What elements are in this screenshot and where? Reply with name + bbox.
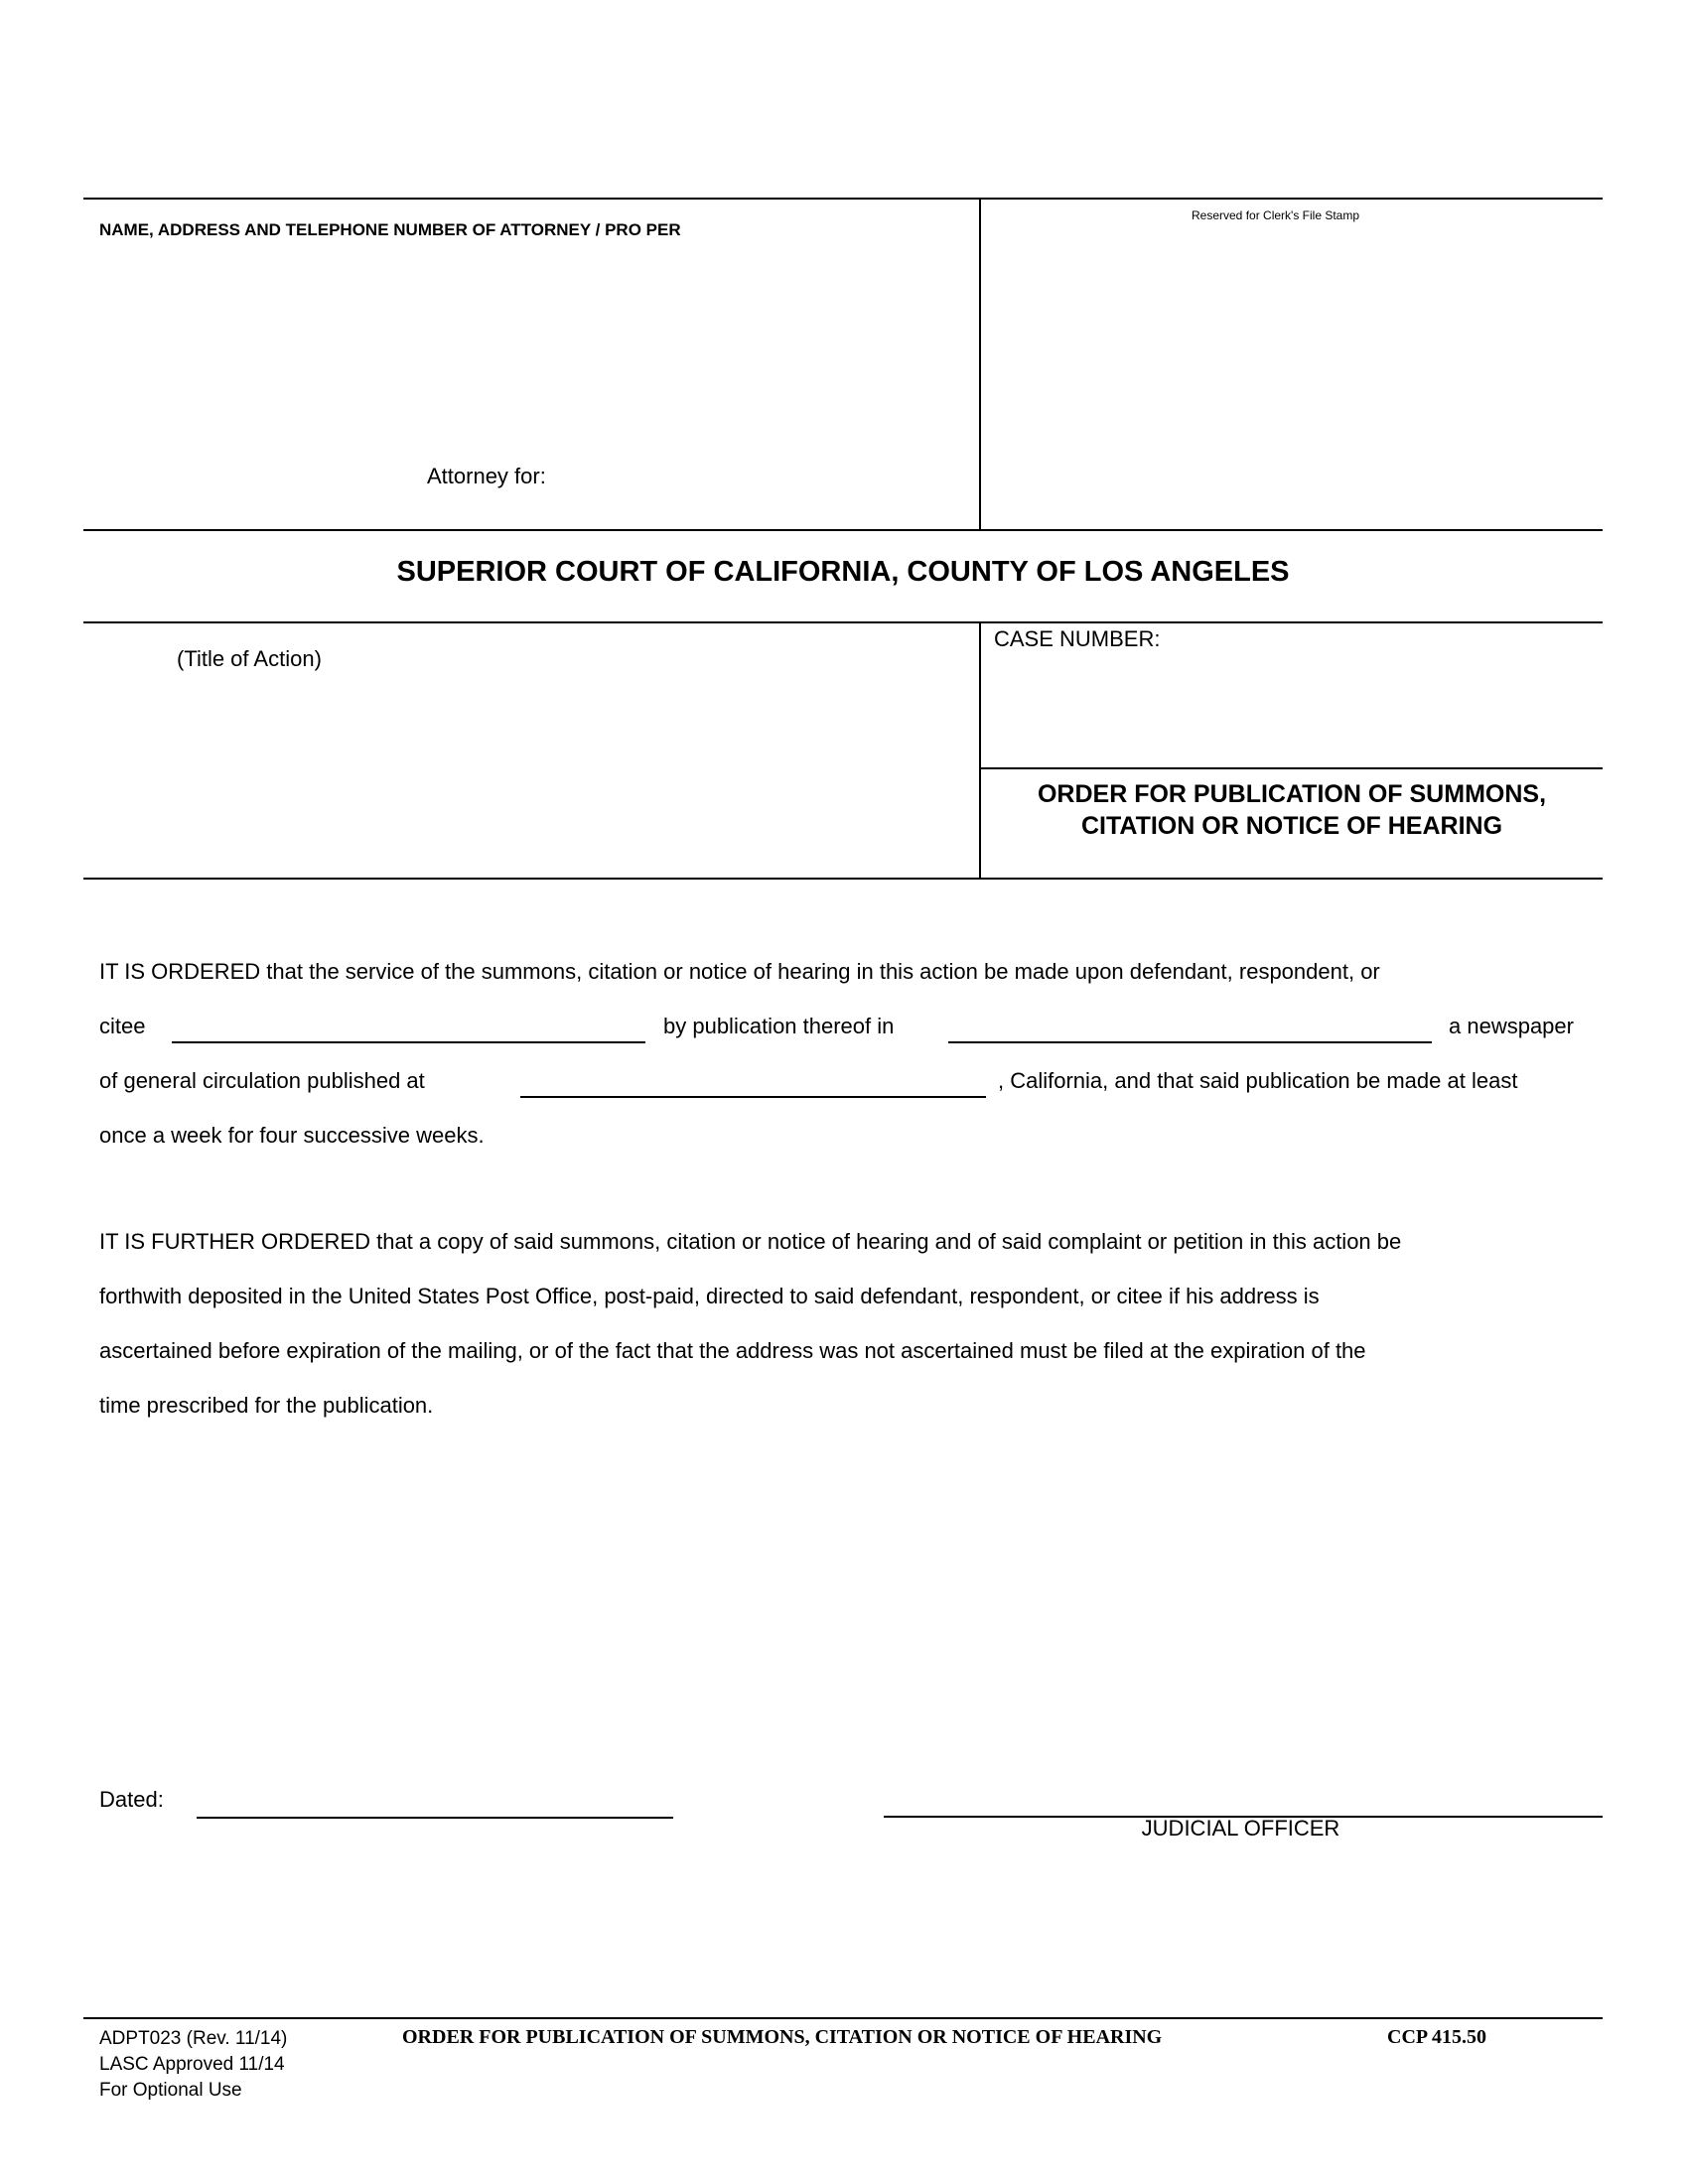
- attorney-for-label: Attorney for:: [427, 464, 546, 488]
- order-para2-line3: ascertained before expiration of the mailing, or of the fact that the address was not ascertained must be filed at the expiration of the: [99, 1338, 1366, 1363]
- dated-blank[interactable]: [197, 1817, 673, 1819]
- header-bottom-line: [83, 529, 1603, 531]
- newspaper-label: a newspaper: [1449, 1014, 1574, 1038]
- publication-city-blank[interactable]: [520, 1096, 986, 1098]
- title-of-action-label: (Title of Action): [177, 646, 322, 671]
- citee-label: citee: [99, 1014, 146, 1038]
- court-title: SUPERIOR COURT OF CALIFORNIA, COUNTY OF LOS ANGELES: [396, 556, 1290, 588]
- order-title: [981, 778, 1603, 842]
- order-para2-line2: forthwith deposited in the United States Post Office, post-paid, directed to said defendant, respondent, or citee if his address is: [99, 1284, 1320, 1308]
- footer-top-line: [83, 2017, 1603, 2019]
- newspaper-name-blank[interactable]: [948, 1041, 1432, 1043]
- attorney-info-label: NAME, ADDRESS AND TELEPHONE NUMBER OF ATTORNEY / PRO PER: [99, 220, 681, 239]
- footer-form-code: ADPT023 (Rev. 11/14): [99, 2028, 288, 2049]
- judicial-officer-label: JUDICIAL OFFICER: [1141, 1816, 1340, 1841]
- order-para2-line4: time prescribed for the publication.: [99, 1393, 434, 1418]
- by-publication-label: by publication thereof in: [663, 1014, 895, 1038]
- footer-approval: LASC Approved 11/14: [99, 2054, 285, 2075]
- citee-name-blank[interactable]: [172, 1041, 645, 1043]
- footer-title: ORDER FOR PUBLICATION OF SUMMONS, CITATION OR NOTICE OF HEARING: [402, 2026, 1163, 2048]
- footer-form-info: [99, 2026, 287, 2104]
- case-number-label: CASE NUMBER:: [994, 626, 1161, 651]
- order-para2-line1: IT IS FURTHER ORDERED that a copy of said summons, citation or notice of hearing and of said complaint or petition in this action be: [99, 1229, 1402, 1254]
- clerk-stamp-label: Reserved for Clerk's File Stamp: [1192, 208, 1360, 222]
- order-para1-line1: IT IS ORDERED that the service of the summons, citation or notice of hearing in this action be made upon defendant, respondent, or: [99, 959, 1380, 984]
- attorney-info-field[interactable]: [89, 248, 973, 447]
- caption-bottom-line: [83, 878, 1603, 880]
- california-label: , California, and that said publication be made at least: [998, 1068, 1518, 1093]
- case-number-bottom-line: [979, 767, 1603, 769]
- case-number-field[interactable]: [989, 660, 1595, 759]
- order-title-line2: CITATION OR NOTICE OF HEARING: [1080, 812, 1503, 840]
- dated-label: Dated:: [99, 1787, 164, 1812]
- order-title-line1: ORDER FOR PUBLICATION OF SUMMONS,: [1037, 780, 1547, 808]
- general-circulation-label: of general circulation published at: [99, 1068, 425, 1093]
- footer-use: For Optional Use: [99, 2080, 242, 2101]
- header-divider-line: [979, 198, 981, 530]
- top-border-line: [83, 198, 1603, 200]
- footer-statute: CCP 415.50: [1387, 2026, 1486, 2048]
- court-bottom-line: [83, 621, 1603, 623]
- order-para1-line4: once a week for four successive weeks.: [99, 1123, 485, 1148]
